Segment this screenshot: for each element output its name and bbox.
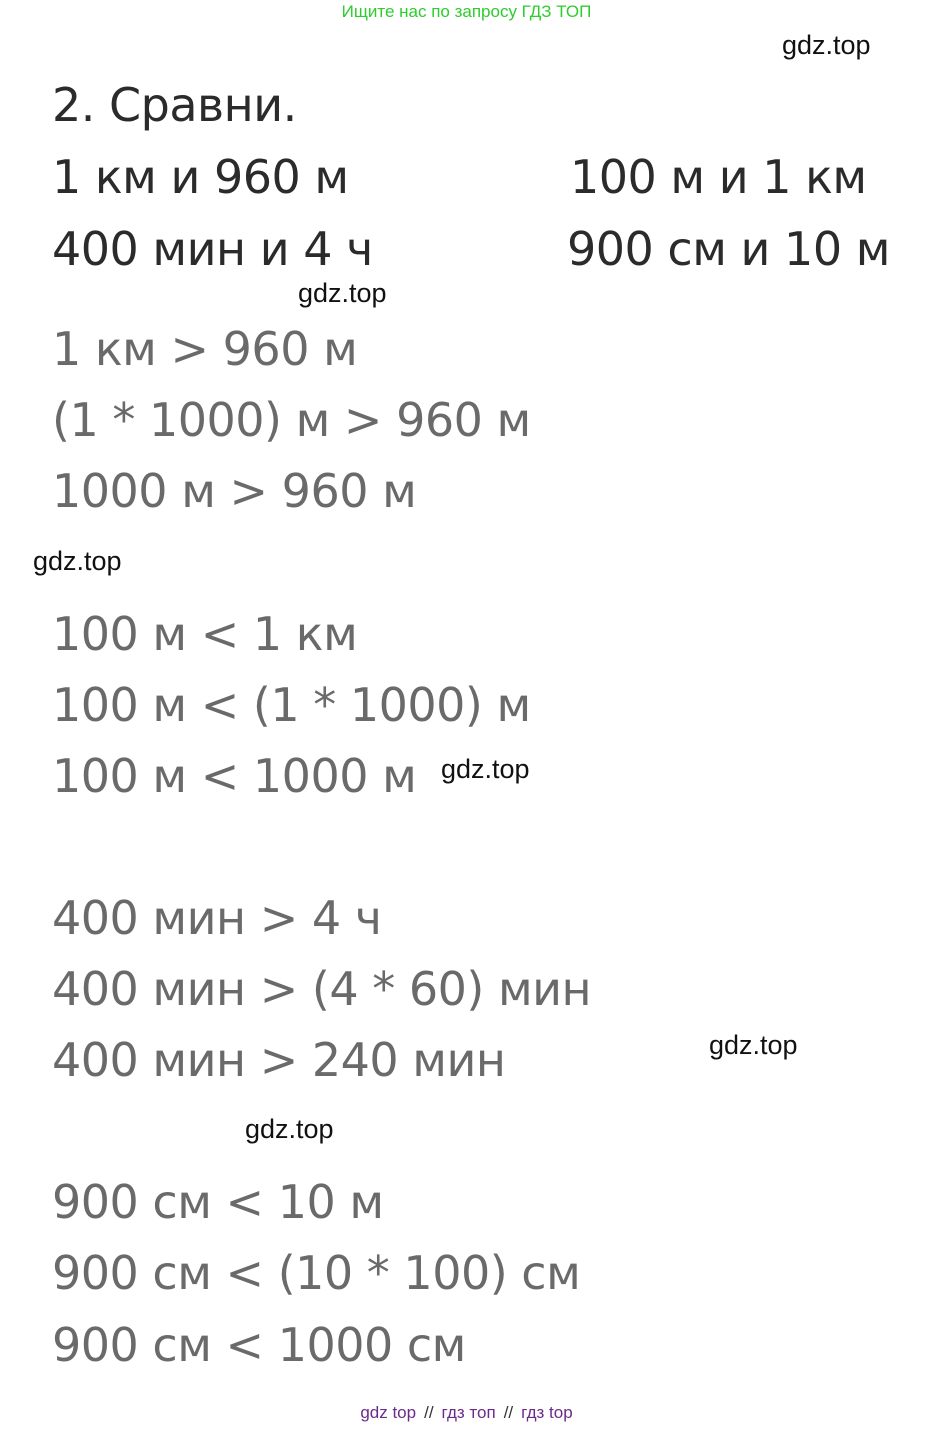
footer-link[interactable]: гдз top (521, 1403, 573, 1422)
task-4: 900 см и 10 м (567, 222, 890, 276)
solution-4-line-2: 900 см < (10 * 100) см (52, 1246, 581, 1300)
footer-separator: // (503, 1403, 514, 1422)
solution-2-line-2: 100 м < (1 * 1000) м (52, 678, 531, 732)
footer-link[interactable]: гдз топ (441, 1403, 496, 1422)
solution-1-line-3: 1000 м > 960 м (52, 464, 417, 518)
watermark: gdz.top (33, 546, 122, 576)
task-1: 1 км и 960 м (52, 150, 349, 204)
solution-2-line-1: 100 м < 1 км (52, 607, 358, 661)
footer-separator: // (424, 1403, 434, 1422)
watermark: gdz.top (245, 1114, 334, 1144)
solution-4-line-1: 900 см < 10 м (52, 1175, 384, 1229)
footer-link[interactable]: gdz top (360, 1403, 417, 1422)
watermark: gdz.top (782, 30, 871, 60)
solution-2-line-3: 100 м < 1000 м (52, 749, 417, 803)
solution-3-line-2: 400 мин > (4 * 60) мин (52, 962, 592, 1016)
exercise-title: 2. Сравни. (52, 78, 297, 132)
solution-1-line-2: (1 * 1000) м > 960 м (52, 393, 531, 447)
watermark: gdz.top (441, 754, 530, 784)
solution-3-line-3: 400 мин > 240 мин (52, 1033, 506, 1087)
task-2: 100 м и 1 км (570, 150, 867, 204)
task-3: 400 мин и 4 ч (52, 222, 373, 276)
solution-4-line-3: 900 см < 1000 см (52, 1318, 466, 1372)
watermark: gdz.top (709, 1030, 798, 1060)
solution-1-line-1: 1 км > 960 м (52, 322, 358, 376)
footer-links (0, 1403, 933, 1423)
top-banner: Ищите нас по запросу ГДЗ ТОП (341, 2, 592, 21)
watermark: gdz.top (298, 278, 387, 308)
solution-3-line-1: 400 мин > 4 ч (52, 891, 382, 945)
